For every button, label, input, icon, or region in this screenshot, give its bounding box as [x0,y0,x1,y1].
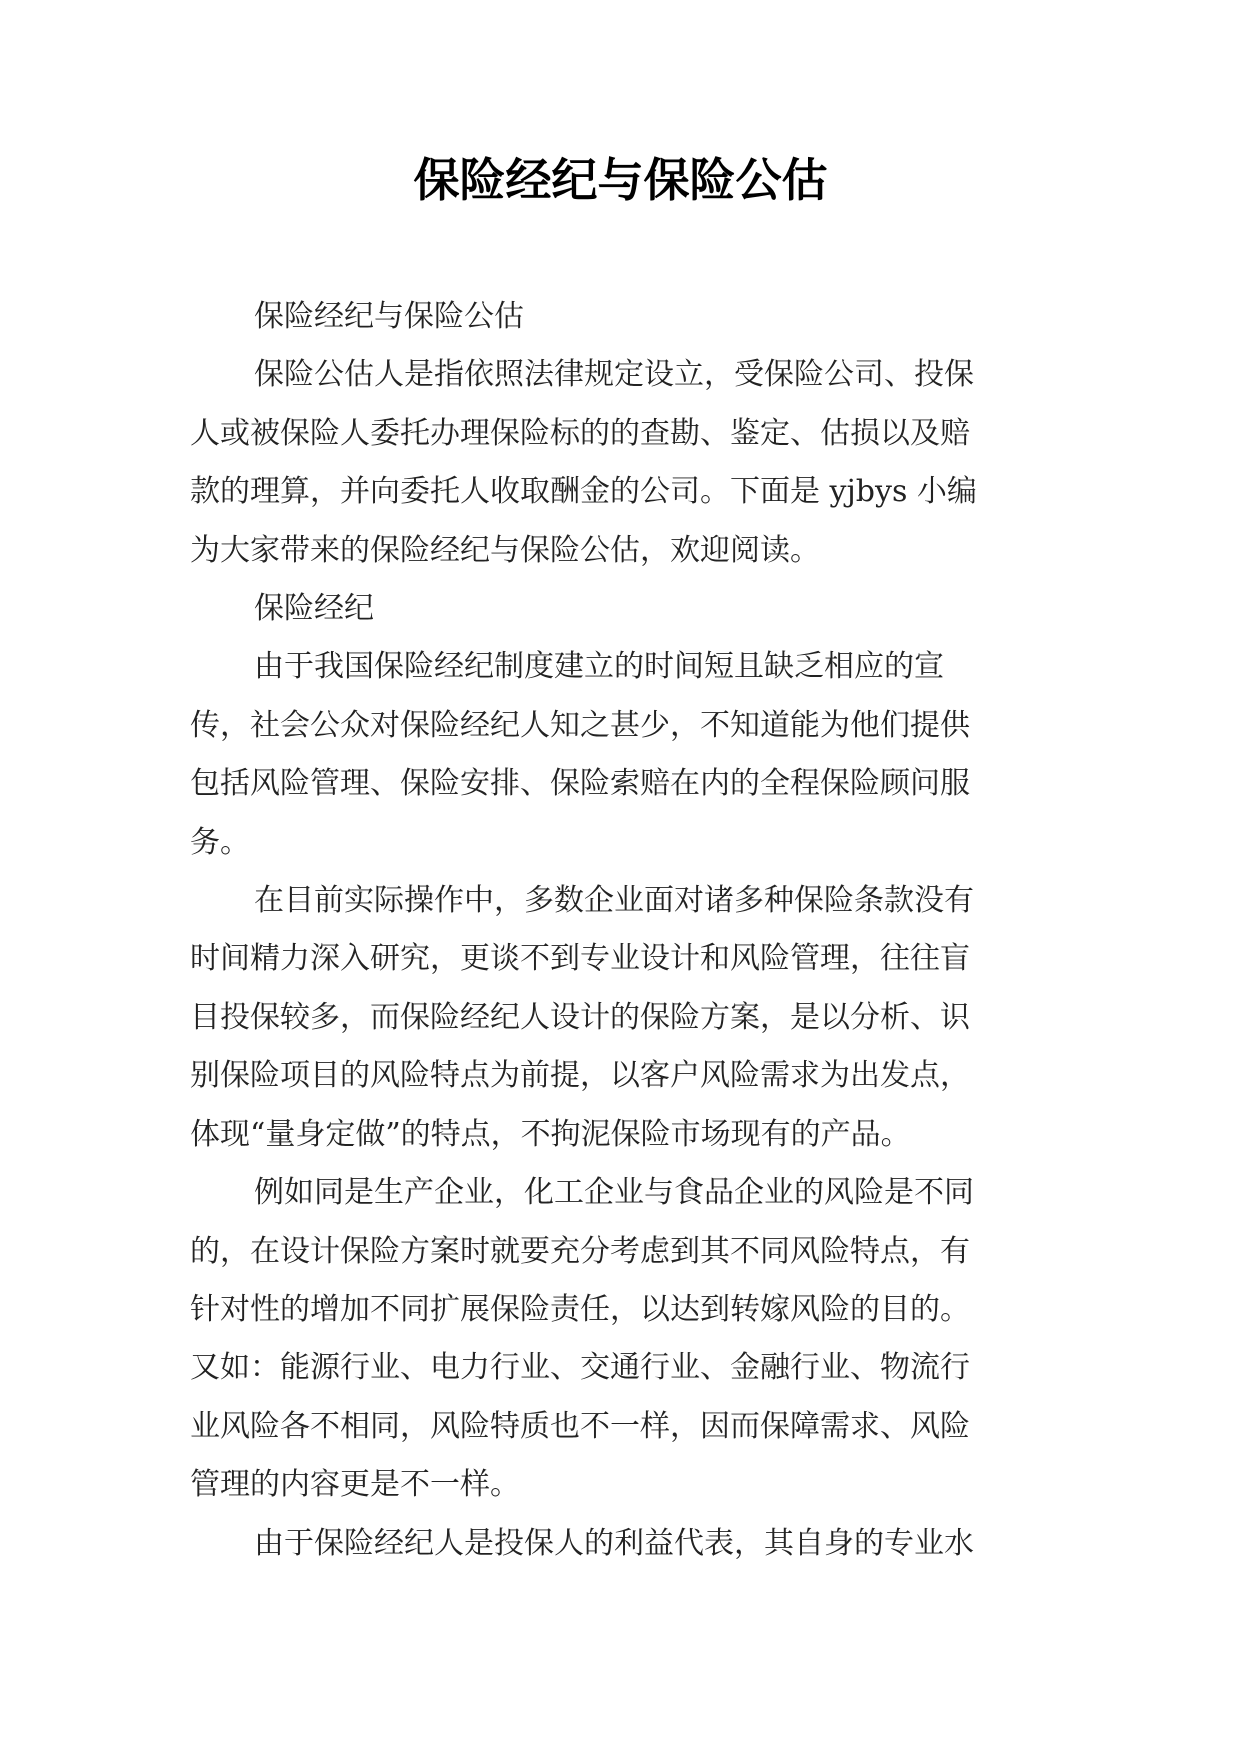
paragraph-practice [190,872,1070,1164]
paragraph-line: 传，社会公众对保险经纪人知之甚少，不知道能为他们提供 [190,707,970,743]
paragraph-line: 管理的内容更是不一样。 [190,1467,520,1503]
paragraph-line: 保险经纪与保险公估 [254,299,524,334]
paragraph-line: 目投保较多，而保险经纪人设计的保险方案，是以分析、识 [190,999,970,1035]
paragraph-section-heading [190,580,1070,638]
paragraph-line: 务。 [190,824,250,860]
paragraph-line: 时间精力深入研究，更谈不到专业设计和风险管理，往往盲 [190,941,970,977]
paragraph-line: 保险经纪 [254,591,374,627]
paragraph-line: 由于我国保险经纪制度建立的时间短且缺乏相应的宣 [254,649,944,685]
paragraph-intro [190,346,1070,580]
paragraph-background [190,638,1070,872]
paragraph-representation [190,1515,1070,1573]
document-body [190,288,1070,1573]
paragraph-line: 人或被保险人委托办理保险标的的查勘、鉴定、估损以及赔 [190,415,970,451]
paragraph-line: 包括风险管理、保险安排、保险索赔在内的全程保险顾问服 [190,766,970,802]
paragraph-line: 业风险各不相同，风险特质也不一样，因而保障需求、风险 [190,1408,970,1444]
document-title: 保险经纪与保险公估 [413,153,828,207]
paragraph-example [190,1164,1070,1514]
paragraph-line: 针对性的增加不同扩展保险责任，以达到转嫁风险的目的。 [190,1291,970,1327]
paragraph-line: 例如同是生产企业，化工企业与食品企业的风险是不同 [254,1175,974,1211]
paragraph-line: 款的理算，并向委托人收取酬金的公司。下面是 yjbys 小编 [190,474,977,510]
paragraph-line: 又如：能源行业、电力行业、交通行业、金融行业、物流行 [190,1350,970,1386]
paragraph-line: 为大家带来的保险经纪与保险公估，欢迎阅读。 [190,532,820,568]
paragraph-line: 体现“量身定做”的特点，不拘泥保险市场现有的产品。 [190,1116,911,1152]
paragraph-heading-title [190,288,1070,346]
paragraph-line: 别保险项目的风险特点为前提，以客户风险需求为出发点， [190,1058,970,1094]
paragraph-line: 保险公估人是指依照法律规定设立，受保险公司、投保 [254,357,974,393]
paragraph-line: 在目前实际操作中，多数企业面对诸多种保险条款没有 [254,883,974,919]
paragraph-line: 的，在设计保险方案时就要充分考虑到其不同风险特点，有 [190,1233,970,1269]
paragraph-line: 由于保险经纪人是投保人的利益代表，其自身的专业水 [254,1525,974,1561]
